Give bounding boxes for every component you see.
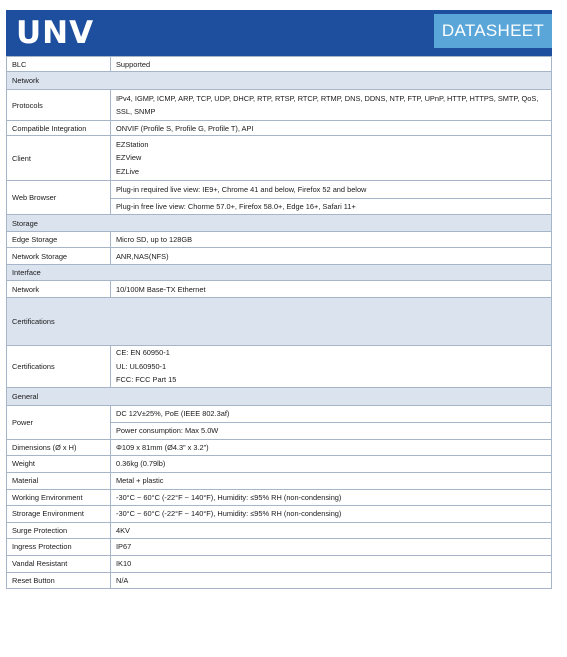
spec-value (111, 136, 552, 181)
spec-row (7, 472, 552, 489)
spec-value-line: UL: UL60950-1 (116, 361, 167, 371)
spec-label: Network (7, 281, 111, 298)
spec-value: 4KV (111, 522, 552, 538)
spec-value (111, 346, 552, 388)
spec-value: IK10 (111, 555, 552, 572)
spec-label: Protocols (7, 90, 111, 121)
spec-value: -30°C ~ 60°C (-22°F ~ 140°F), Humidity: ≤95% RH (non-condensing) (111, 489, 552, 505)
spec-label: Network Storage (7, 248, 111, 265)
spec-label: Edge Storage (7, 232, 111, 248)
datasheet-badge: DATASHEET (434, 14, 552, 48)
section-header (7, 265, 552, 281)
spec-row (7, 489, 552, 505)
spec-row (7, 181, 552, 199)
spec-value: -30°C ~ 60°C (-22°F ~ 140°F), Humidity: ≤95% RH (non-condensing) (111, 505, 552, 522)
spec-row (7, 121, 552, 136)
spec-value-line: FCC: FCC Part 15 (116, 375, 177, 384)
spec-value: Plug-in free live view: Chorme 57.0+, Firefox 58.0+, Edge 16+, Safari 11+ (111, 199, 552, 215)
spec-value: Supported (111, 57, 552, 72)
section-title: General (7, 387, 552, 405)
section-title: Network (7, 72, 552, 90)
spec-label: Vandal Resistant (7, 555, 111, 572)
spec-row (7, 439, 552, 455)
spec-row (7, 346, 552, 388)
spec-label: Ingress Protection (7, 538, 111, 555)
unv-logo: UNV (16, 15, 95, 51)
spec-label: Weight (7, 455, 111, 472)
section-header (7, 215, 552, 232)
spec-table (6, 56, 552, 589)
spec-label: Surge Protection (7, 522, 111, 538)
spec-value: DC 12V±25%, PoE (IEEE 802.3af) (111, 405, 552, 422)
section-header (7, 298, 552, 346)
spec-value: 10/100M Base-TX Ethernet (111, 281, 552, 298)
spec-value: Power consumption: Max 5.0W (111, 422, 552, 439)
section-header (7, 72, 552, 90)
spec-value-line: EZView (116, 153, 142, 163)
spec-value: 0.36kg (0.79lb) (111, 455, 552, 472)
spec-row (7, 555, 552, 572)
spec-label: Web Browser (7, 181, 111, 215)
spec-label: Working Environment (7, 489, 111, 505)
spec-value: IP67 (111, 538, 552, 555)
section-title: Certifications (7, 298, 552, 346)
spec-row (7, 522, 552, 538)
spec-row (7, 538, 552, 555)
spec-value: Φ109 x 81mm (Ø4.3” x 3.2”) (111, 439, 552, 455)
spec-row (7, 281, 552, 298)
spec-row (7, 248, 552, 265)
spec-label: Dimensions (Ø x H) (7, 439, 111, 455)
spec-label: BLC (7, 57, 111, 72)
spec-row (7, 405, 552, 422)
spec-value: Metal + plastic (111, 472, 552, 489)
spec-row (7, 232, 552, 248)
spec-label: Material (7, 472, 111, 489)
spec-value: ONVIF (Profile S, Profile G, Profile T), API (111, 121, 552, 136)
spec-row (7, 505, 552, 522)
spec-label: Power (7, 405, 111, 439)
spec-value: N/A (111, 572, 552, 588)
spec-value: IPv4, IGMP, ICMP, ARP, TCP, UDP, DHCP, RTP, RTSP, RTCP, RTMP, DNS, DDNS, NTP, FTP, UPnP, HTTP, HTTPS, SMTP, QoS, SSL, SNMP (111, 90, 552, 121)
spec-row (7, 572, 552, 588)
spec-value: Micro SD, up to 128GB (111, 232, 552, 248)
spec-row (7, 136, 552, 181)
spec-label: Client (7, 136, 111, 181)
spec-label: Reset Button (7, 572, 111, 588)
spec-value: ANR,NAS(NFS) (111, 248, 552, 265)
spec-value: Plug-in required live view: IE9+, Chrome 41 and below, Firefox 52 and below (111, 181, 552, 199)
section-header (7, 387, 552, 405)
spec-value-line: EZLive (116, 166, 140, 176)
spec-value-line: CE: EN 60950-1 (116, 348, 170, 357)
spec-label: Compatible Integration (7, 121, 111, 136)
section-title: Interface (7, 265, 552, 281)
datasheet-header (6, 10, 552, 56)
section-title: Storage (7, 215, 552, 232)
spec-row (7, 57, 552, 72)
spec-row (7, 90, 552, 121)
spec-value-line: EZStation (116, 139, 149, 149)
spec-row (7, 455, 552, 472)
spec-label: Certifications (7, 346, 111, 388)
spec-label: Strorage Environment (7, 505, 111, 522)
